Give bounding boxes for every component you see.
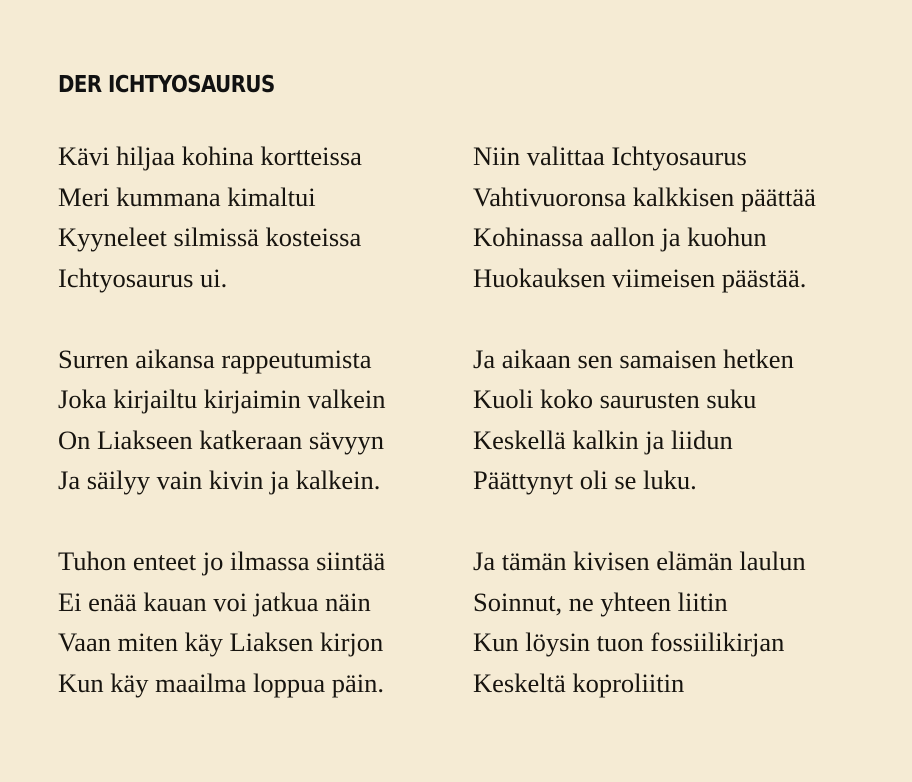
poem-column-right xyxy=(473,136,816,744)
verse-line: Ja aikaan sen samaisen hetken xyxy=(473,343,794,374)
stanza-3 xyxy=(58,541,386,703)
verse-line: Kävi hiljaa kohina kortteissa xyxy=(58,141,362,171)
stanza-6 xyxy=(473,541,816,703)
verse-line: Vahtivuoronsa kalkkisen päättää xyxy=(473,181,816,212)
verse-line: Soinnut, ne yhteen liitin xyxy=(473,586,728,617)
verse-line: Ja säilyy vain kivin ja kalkein. xyxy=(58,465,381,495)
verse-line: Päättynyt oli se luku. xyxy=(473,465,697,495)
verse-line: Huokauksen viimeisen päästää. xyxy=(473,262,807,293)
verse-line: Niin valittaa Ichtyosaurus xyxy=(473,141,747,171)
verse-line: Ichtyosaurus ui. xyxy=(58,262,228,293)
verse-line: Ei enää kauan voi jatkua näin xyxy=(58,586,371,617)
stanza-2 xyxy=(58,339,386,501)
verse-line: Vaan miten käy Liaksen kirjon xyxy=(58,627,384,657)
verse-line: Kohinassa aallon ja kuohun xyxy=(473,222,767,252)
verse-line: Kun löysin tuon fossiilikirjan xyxy=(473,627,785,657)
verse-line: Meri kummana kimaltui xyxy=(58,181,316,212)
verse-line: On Liakseen katkeraan sävyyn xyxy=(58,424,384,455)
verse-line: Surren aikansa rappeutumista xyxy=(58,343,372,374)
verse-line: Keskeltä koproliitin xyxy=(473,667,685,698)
stanza-4 xyxy=(473,136,816,298)
poem-title: DER ICHTYOSAURUS xyxy=(58,72,275,98)
verse-line: Kyyneleet silmissä kosteissa xyxy=(58,222,362,252)
verse-line: Kun käy maailma loppua päin. xyxy=(58,667,385,698)
poem-column-left xyxy=(58,136,386,744)
stanza-5 xyxy=(473,339,816,501)
verse-line: Joka kirjailtu kirjaimin valkein xyxy=(58,384,386,414)
verse-line: Keskellä kalkin ja liidun xyxy=(473,424,733,455)
verse-line: Ja tämän kivisen elämän laulun xyxy=(473,546,806,576)
verse-line: Kuoli koko saurusten suku xyxy=(473,384,757,414)
stanza-1 xyxy=(58,136,386,298)
verse-line: Tuhon enteet jo ilmassa siintää xyxy=(58,546,386,576)
